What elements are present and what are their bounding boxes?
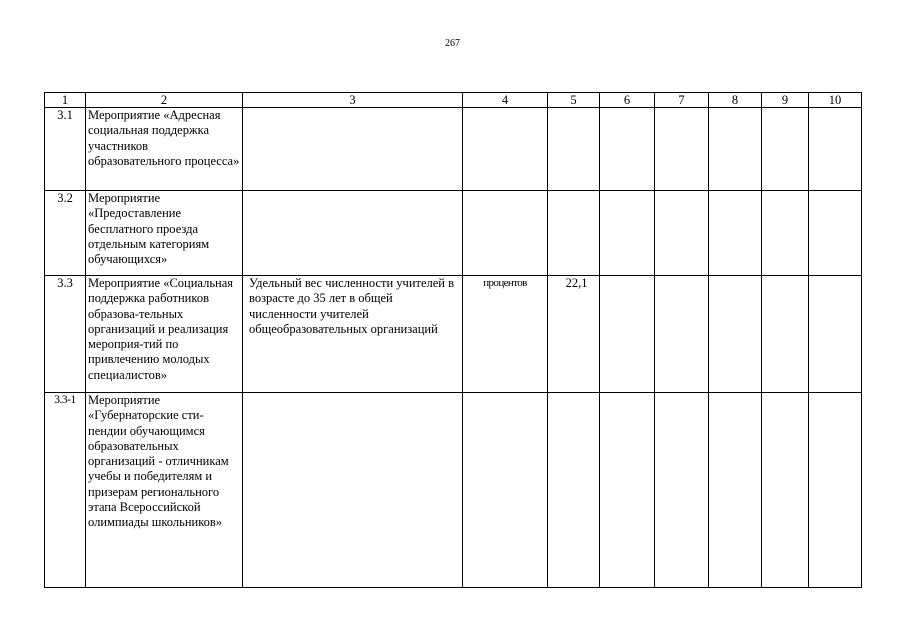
table-row — [45, 393, 862, 588]
data-table — [44, 92, 862, 588]
value-cell — [548, 191, 600, 276]
value-cell — [548, 393, 600, 588]
empty-cell — [655, 393, 709, 588]
header-cell: 5 — [548, 93, 600, 108]
empty-cell — [809, 191, 862, 276]
indicator-cell — [243, 191, 463, 276]
unit-cell — [463, 191, 548, 276]
empty-cell — [655, 191, 709, 276]
header-cell: 10 — [809, 93, 862, 108]
empty-cell — [709, 108, 762, 191]
table-row — [45, 108, 862, 191]
empty-cell — [809, 393, 862, 588]
empty-cell — [762, 393, 809, 588]
value-cell — [548, 108, 600, 191]
indicator-cell: Удельный вес численности учителей в возрасте до 35 лет в общей численности учителей общеобразовательных организаций — [243, 276, 463, 393]
activity-name: Мероприятие «Адресная социальная поддержка участников образовательного процесса» — [86, 108, 243, 191]
unit-cell — [463, 393, 548, 588]
empty-cell — [600, 276, 655, 393]
page-number: 267 — [445, 38, 460, 49]
empty-cell — [762, 276, 809, 393]
empty-cell — [709, 191, 762, 276]
table-row — [45, 191, 862, 276]
header-cell: 3 — [243, 93, 463, 108]
header-cell: 7 — [655, 93, 709, 108]
header-cell: 2 — [86, 93, 243, 108]
value-cell: 22,1 — [548, 276, 600, 393]
empty-cell — [762, 191, 809, 276]
indicator-cell — [243, 108, 463, 191]
empty-cell — [655, 108, 709, 191]
header-cell: 9 — [762, 93, 809, 108]
empty-cell — [709, 276, 762, 393]
empty-cell — [655, 276, 709, 393]
empty-cell — [600, 108, 655, 191]
unit-cell — [463, 108, 548, 191]
header-cell: 8 — [709, 93, 762, 108]
table-row — [45, 276, 862, 393]
activity-name: Мероприятие «Губернаторские сти-пендии обучающимся образовательных организаций - отличникам учебы и победителям и призерам регионального этапа Всероссийской олимпиады школьников» — [86, 393, 243, 588]
table-header-row — [45, 93, 862, 108]
row-number: 3.1 — [45, 108, 86, 191]
empty-cell — [762, 108, 809, 191]
activity-name: Мероприятие «Предоставление бесплатного проезда отдельным категориям обучающихся» — [86, 191, 243, 276]
header-cell: 4 — [463, 93, 548, 108]
row-number: 3.2 — [45, 191, 86, 276]
header-cell: 1 — [45, 93, 86, 108]
unit-cell: процентов — [463, 276, 548, 393]
header-cell: 6 — [600, 93, 655, 108]
empty-cell — [709, 393, 762, 588]
row-number: 3.3 — [45, 276, 86, 393]
activity-name: Мероприятие «Социальная поддержка работников образова-тельных организаций и реализация мероприя-тий по привлечению молодых специалистов» — [86, 276, 243, 393]
empty-cell — [600, 393, 655, 588]
row-number: 3.3-1 — [45, 393, 86, 588]
empty-cell — [809, 108, 862, 191]
empty-cell — [600, 191, 655, 276]
indicator-cell — [243, 393, 463, 588]
empty-cell — [809, 276, 862, 393]
